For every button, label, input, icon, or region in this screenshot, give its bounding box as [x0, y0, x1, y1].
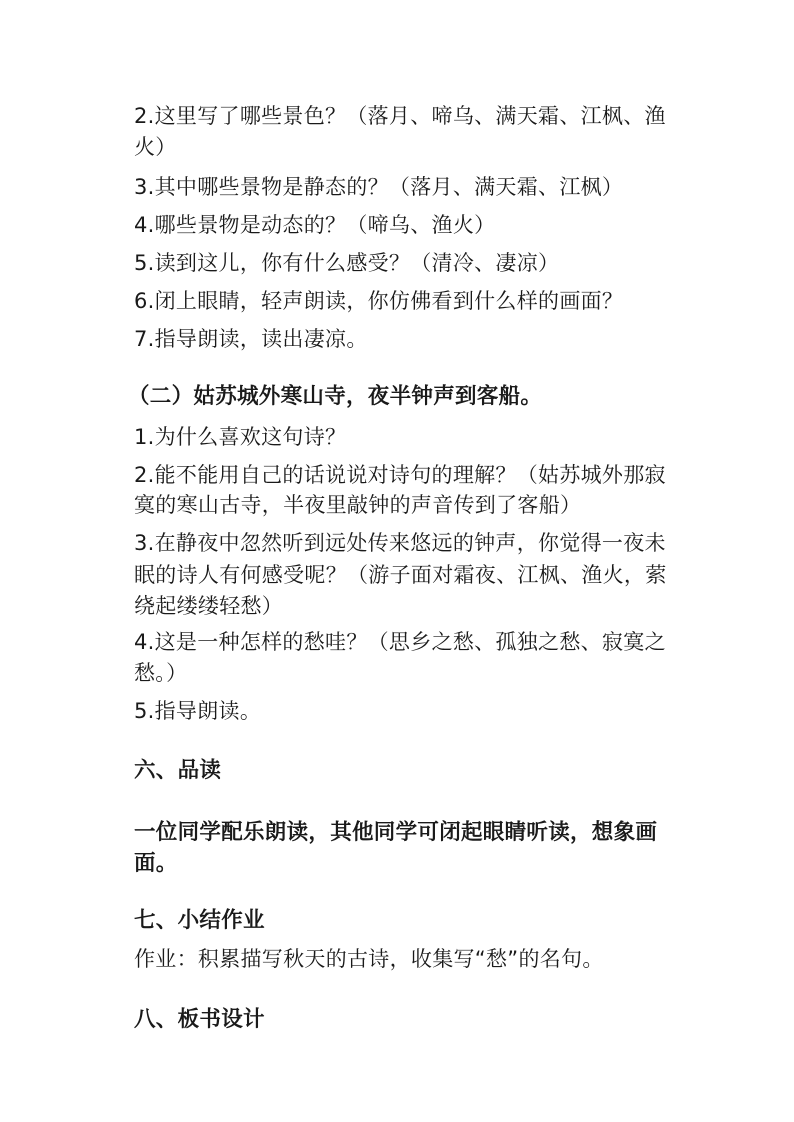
section-2-question-3-line-2: 眠的诗人有何感受呢？（游子面对霜夜、江枫、渔火，萦 [134, 563, 667, 587]
reading-activity-line-1: 一位同学配乐朗读，其他同学可闭起眼睛听读，想象画 [134, 820, 658, 845]
question-5: 5.读到这儿，你有什么感受？（清冷、凄凉） [134, 251, 560, 275]
question-7: 7.指导朗读，读出凄凉。 [134, 327, 368, 351]
section-2-question-3-line-3: 绕起缕缕轻愁） [134, 594, 284, 618]
section-8-heading: 八、板书设计 [134, 1007, 265, 1032]
section-2-question-5: 5.指导朗读。 [134, 699, 262, 723]
section-2-question-1: 1.为什么喜欢这句诗？ [134, 425, 347, 449]
section-2-heading: （二）姑苏城外寒山寺，夜半钟声到客船。 [128, 384, 543, 409]
question-6: 6.闭上眼睛，轻声朗读，你仿佛看到什么样的画面？ [134, 289, 624, 313]
section-2-question-2-line-1: 2.能不能用自己的话说说对诗句的理解？（姑苏城外那寂 [134, 463, 666, 487]
question-3: 3.其中哪些景物是静态的？（落月、满天霜、江枫） [134, 175, 624, 199]
question-2-line-2: 火） [134, 135, 177, 159]
question-4: 4.哪些景物是动态的？（啼乌、渔火） [134, 213, 496, 237]
section-6-heading: 六、品读 [134, 758, 222, 783]
reading-activity-line-2: 面。 [134, 851, 178, 876]
section-2-question-4-line-2: 愁。） [134, 661, 188, 685]
section-2-question-3-line-1: 3.在静夜中忽然听到远处传来悠远的钟声，你觉得一夜未 [134, 531, 666, 555]
section-7-heading: 七、小结作业 [134, 908, 265, 933]
homework-text: 作业：积累描写秋天的古诗，收集写“愁”的名句。 [134, 947, 604, 971]
section-2-question-2-line-2: 寞的寒山古寺，半夜里敲钟的声音传到了客船） [134, 493, 582, 517]
section-2-question-4-line-1: 4.这是一种怎样的愁哇？（思乡之愁、孤独之愁、寂寞之 [134, 630, 666, 654]
question-2-line-1: 2.这里写了哪些景色？（落月、啼乌、满天霜、江枫、渔 [134, 104, 666, 128]
